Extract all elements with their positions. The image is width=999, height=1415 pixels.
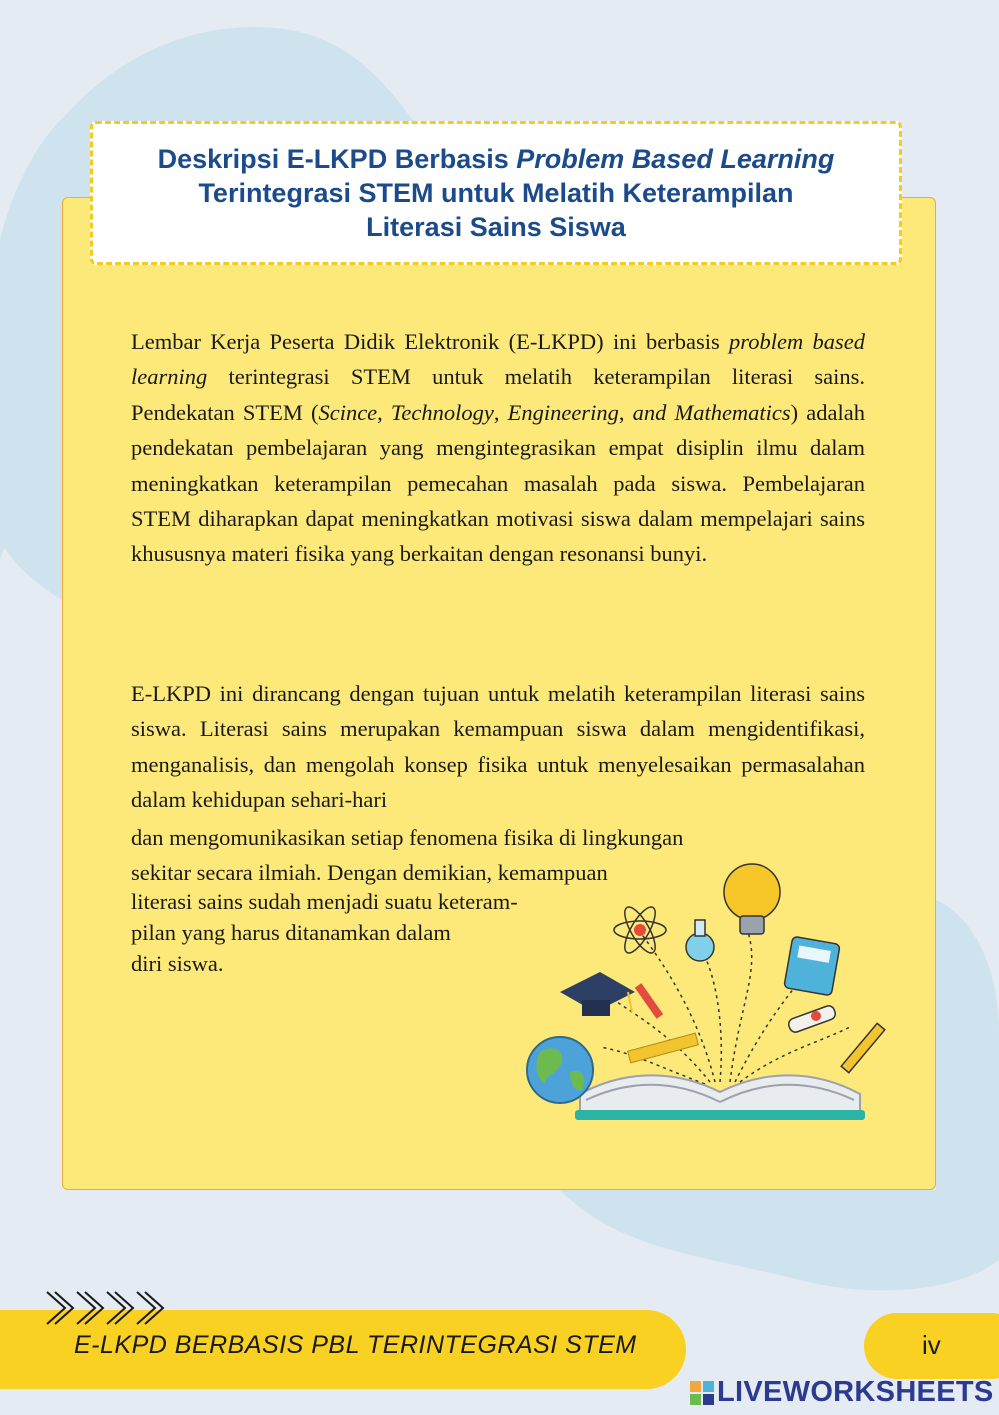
liveworksheets-logo [690, 1376, 994, 1409]
page-title: Deskripsi E-LKPD Berbasis Problem Based Learning Terintegrasi STEM untuk Melatih Keterampilan Literasi Sains Siswa [157, 144, 835, 242]
paragraph-3: dan mengomunikasikan setiap fenomena fisika di lingkungan sekitar secara ilmiah. Dengan demikian, kemampuan literasi sains sudah menjadi suatu keteram- pilan yang harus ditanamkan dalam diri siswa. [131, 825, 684, 976]
footer-title: E-LKPD BERBASIS PBL TERINTEGRASI STEM [74, 1331, 637, 1359]
title-box [90, 121, 902, 265]
paragraph-1: Lembar Kerja Peserta Didik Elektronik (E-LKPD) ini berbasis problem based learning terintegrasi STEM untuk melatih keterampilan literasi sains. Pendekatan STEM (Scince, Technology, Engineering, and Mathematics) adalah pendekatan pembelajaran yang mengintegrasikan empat disiplin ilmu dalam meningkatkan keterampilan pemecahan masalah pada siswa. Pembelajaran STEM diharapkan dapat meningkatkan motivasi siswa dalam mempelajari sains khususnya materi fisika yang berkaitan dengan resonansi bunyi. [131, 329, 865, 567]
chevrons-icon [45, 1288, 167, 1328]
paragraph-2: E-LKPD ini dirancang dengan tujuan untuk melatih keterampilan literasi sains siswa. Literasi sains merupakan kemampuan siswa dalam mengidentifikasi, menganalisis, dan mengolah konsep fisika untuk menyelesaikan permasalahan dalam kehidupan sehari-hari [131, 681, 865, 813]
liveworksheets-text: LIVEWORKSHEETS [717, 1376, 994, 1408]
page-number: iv [922, 1330, 941, 1360]
liveworksheets-icon [690, 1381, 714, 1405]
education-illustration [520, 852, 900, 1127]
